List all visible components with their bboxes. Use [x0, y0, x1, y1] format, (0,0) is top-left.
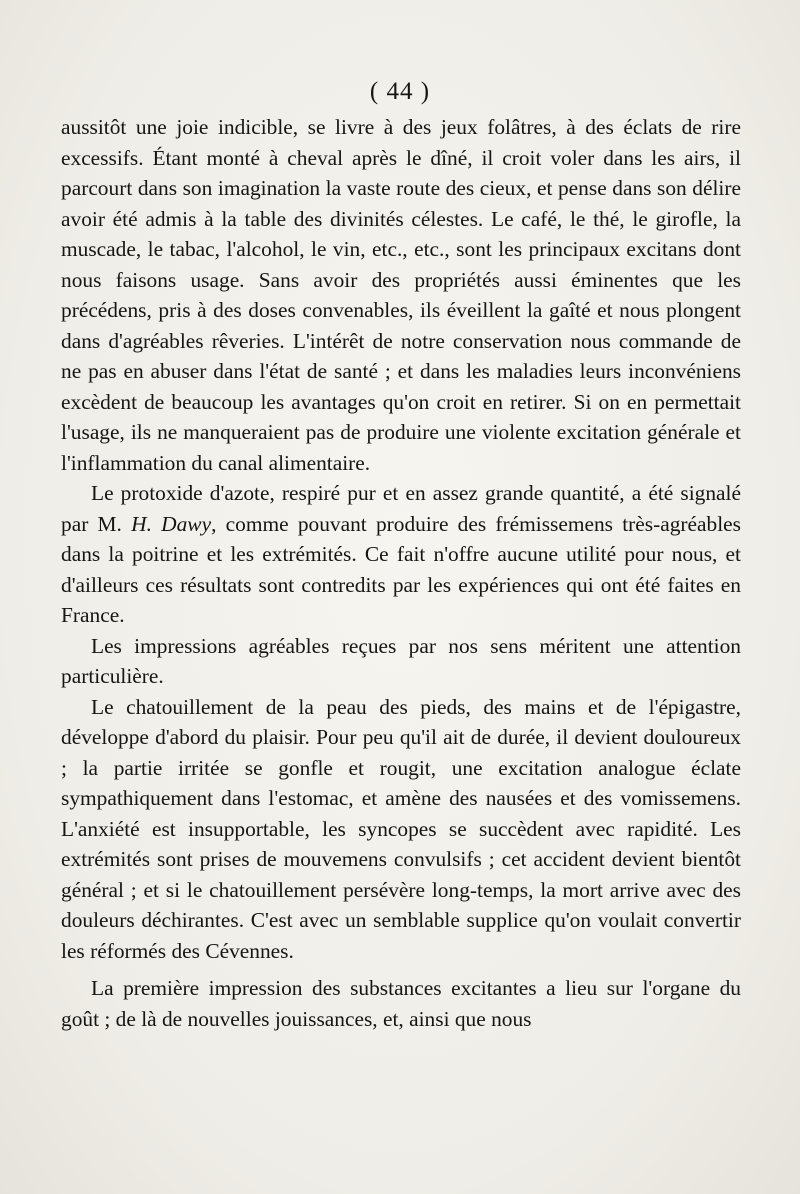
paragraph-2-end: , comme pouvant produire des frémissemens très-agréables dans la poitrine et les extrémités. Ce fait n'offre aucune utilité pour nous, et d'ailleurs ces résultats sont contredits par les expériences qui ont été faites en France. — [61, 511, 741, 627]
page-number: ( 44 ) — [369, 78, 431, 105]
paragraph-4: Le chatouillement de la peau des pieds, des mains et de l'épigastre, développe d'abord du plaisir. Pour peu qu'il ait de durée, il devient douloureux ; la partie irritée se gonfle et rougit, une excitation analogue éclate sympathiquement dans l'estomac, et amène des nausées et des vomissemens. L'anxiété est insupportable, les syncopes se succèdent avec rapidité. Les extrémités sont prises de mouvemens convulsifs ; cet accident devient bientôt général ; et si le chatouillement persévère long-temps, la mort arrive avec des douleurs déchirantes. C'est avec un semblable supplice qu'on voulait convertir les réformés des Cévennes. — [61, 694, 741, 963]
paragraph-2-start: Le protoxide d'azote, respiré pur et en assez grande quantité, a été signalé par M. — [61, 481, 741, 536]
paragraph-1: aussitôt une joie indicible, se livre à des jeux folâtres, à des éclats de rire excessifs. Étant monté à cheval après le dîné, il croit voler dans les airs, il parcourt dans son imagination la vaste route des cieux, et pense dans son délire avoir été admis à la table des divinités célestes. Le café, le thé, le girofle, la muscade, le tabac, l'alcohol, le vin, etc., etc., sont les principaux excitans dont nous faisons usage. Sans avoir des propriétés aussi éminentes que les précédens, pris à des doses convenables, ils éveillent la gaîté et nous plongent dans d'agréables rêveries. L'intérêt de notre conservation nous commande de ne pas en abuser dans l'état de santé ; et dans les maladies leurs inconvéniens excèdent de beaucoup les avantages qu'on croit en retirer. Si on en permettait l'usage, ils ne manqueraient pas de produire une violente excitation générale et l'inflammation du canal alimentaire. — [61, 115, 741, 475]
author-name: H. Dawy — [131, 511, 212, 536]
body-text — [61, 112, 741, 1034]
paragraph-3: Les impressions agréables reçues par nos sens méritent une attention particulière. — [61, 633, 741, 688]
paragraph-5: La première impression des substances excitantes a lieu sur l'organe du goût ; de là de nouvelles jouissances, et, ainsi que nous — [61, 976, 741, 1031]
paragraph-2 — [61, 478, 741, 631]
